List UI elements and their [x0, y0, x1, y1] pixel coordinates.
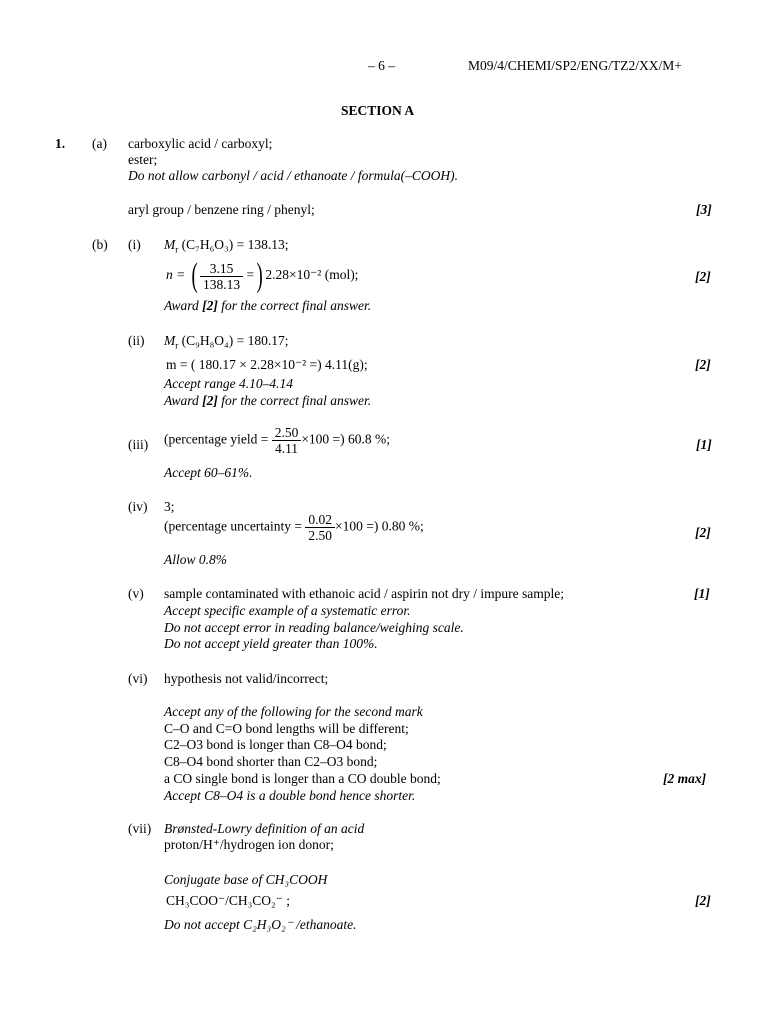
section-title: SECTION A [341, 103, 415, 118]
part-a-note: Do not allow carbonyl / acid / ethanoate / formula(–COOH). [128, 168, 458, 183]
question-number: 1. [55, 136, 66, 151]
b-v-mark: [1] [694, 586, 710, 601]
b-vi-option-2: C2–O3 bond is longer than C8–O4 bond; [164, 737, 387, 752]
b-i-award-post: for the correct final answer. [217, 298, 372, 313]
b-i-award-mark: [2] [202, 298, 218, 313]
b-i-label: (i) [128, 237, 141, 252]
b-ii-award-mark: [2] [202, 393, 218, 408]
b-i-mr: $M_r$ (C₇H₆O₃) = 138.13; [164, 237, 289, 255]
b-ii-award [164, 393, 371, 409]
b-vii-not-accept: Do not accept C₂H₃O₂⁻ /ethanoate. [164, 917, 357, 932]
b-vi-mark: [2 max] [663, 771, 707, 786]
b-vi-option-3: C8–O4 bond shorter than C2–O3 bond; [164, 754, 378, 769]
b-iv-fraction [305, 512, 335, 543]
b-i-award [164, 298, 371, 314]
b-iv-post: ×100 =) 0.80 %; [335, 518, 424, 534]
b-vii-heading: Brønsted-Lowry definition of an acid [164, 821, 365, 836]
b-ii-award-post: for the correct final answer. [217, 393, 372, 408]
left-paren-icon: ( [191, 257, 198, 294]
b-vii-cb-heading: Conjugate base of CH₃COOH [164, 872, 328, 887]
b-ii-mark: [2] [695, 357, 711, 372]
b-iii-mark: [1] [696, 437, 712, 452]
b-iv-pre: (percentage uncertainty = [164, 518, 303, 534]
part-a-mark: [3] [696, 202, 712, 217]
b-i-frac-num: 3.15 [200, 261, 243, 277]
b-i-eq: = [246, 267, 255, 283]
b-vi-accept: Accept C8–O4 is a double bond hence shorter. [164, 788, 416, 803]
b-iii-yield-calc [164, 425, 390, 456]
b-iii-fraction [272, 425, 302, 456]
b-i-mr-text: (C₇H₆O₃) = 138.13; [181, 237, 289, 252]
b-i-fraction [200, 261, 243, 292]
b-iv-mark: [2] [695, 525, 711, 540]
b-iii-post: ×100 =) 60.8 %; [301, 431, 391, 447]
b-ii-mass-calc: m = ( 180.17 × 2.28×10⁻² =) 4.11(g); [166, 357, 368, 372]
b-ii-award-pre: Award [164, 393, 203, 408]
b-ii-mr: $M_r$ (C₉H₈O₄) = 180.17; [164, 333, 289, 351]
b-v-note-2: Do not accept error in reading balance/weighing scale. [164, 620, 464, 635]
paper-code: M09/4/CHEMI/SP2/ENG/TZ2/XX/M+ [468, 58, 682, 73]
b-i-result: 2.28×10⁻² (mol); [265, 267, 359, 283]
b-iii-label: (iii) [128, 437, 149, 452]
b-vi-option-4: a CO single bond is longer than a CO double bond; [164, 771, 441, 786]
b-vii-mark: [2] [695, 893, 711, 908]
b-iv-uncertainty-calc [164, 512, 424, 543]
part-a-answer-3: aryl group / benzene ring / phenyl; [128, 202, 315, 217]
b-v-note-1: Accept specific example of a systematic error. [164, 603, 411, 618]
b-iii-pre: (percentage yield = [164, 431, 269, 447]
part-b-label: (b) [92, 237, 108, 252]
b-iii-accept: Accept 60–61%. [164, 465, 253, 480]
b-iii-frac-num: 2.50 [272, 425, 302, 441]
b-i-frac-den: 138.13 [202, 276, 241, 292]
b-vii-answer: proton/H⁺/hydrogen ion donor; [164, 837, 334, 852]
b-v-note-3: Do not accept yield greater than 100%. [164, 636, 378, 651]
part-a-answer-1: carboxylic acid / carboxyl; [128, 136, 273, 151]
right-paren-icon: ) [256, 257, 263, 294]
b-iv-frac-den: 2.50 [308, 528, 333, 543]
b-i-moles-calc [166, 259, 358, 293]
b-ii-mr-text: (C₉H₈O₄) = 180.17; [181, 333, 289, 348]
part-a-answer-2: ester; [128, 152, 158, 167]
b-vi-option-1: C–O and C=O bond lengths will be different; [164, 721, 409, 736]
b-vi-answer: hypothesis not valid/incorrect; [164, 671, 329, 686]
b-i-mark: [2] [695, 269, 711, 284]
b-v-label: (v) [128, 586, 144, 601]
b-vi-note: Accept any of the following for the second mark [164, 704, 423, 719]
page-number: – 6 – [368, 58, 395, 73]
b-iv-allow: Allow 0.8% [164, 552, 227, 567]
b-iv-answer: 3; [164, 499, 175, 514]
b-vi-label: (vi) [128, 671, 148, 686]
b-i-n-lhs: n = [166, 267, 186, 283]
b-iv-label: (iv) [128, 499, 148, 514]
b-v-answer: sample contaminated with ethanoic acid / aspirin not dry / impure sample; [164, 586, 565, 601]
b-vii-cb-answer: CH₃COO⁻/CH₃CO₂⁻ ; [166, 893, 291, 908]
b-ii-label: (ii) [128, 333, 145, 348]
b-ii-accept: Accept range 4.10–4.14 [164, 376, 293, 391]
b-vii-label: (vii) [128, 821, 152, 836]
b-i-award-pre: Award [164, 298, 203, 313]
b-iv-frac-num: 0.02 [305, 512, 335, 528]
part-a-label: (a) [92, 136, 107, 151]
b-iii-frac-den: 4.11 [274, 441, 299, 456]
